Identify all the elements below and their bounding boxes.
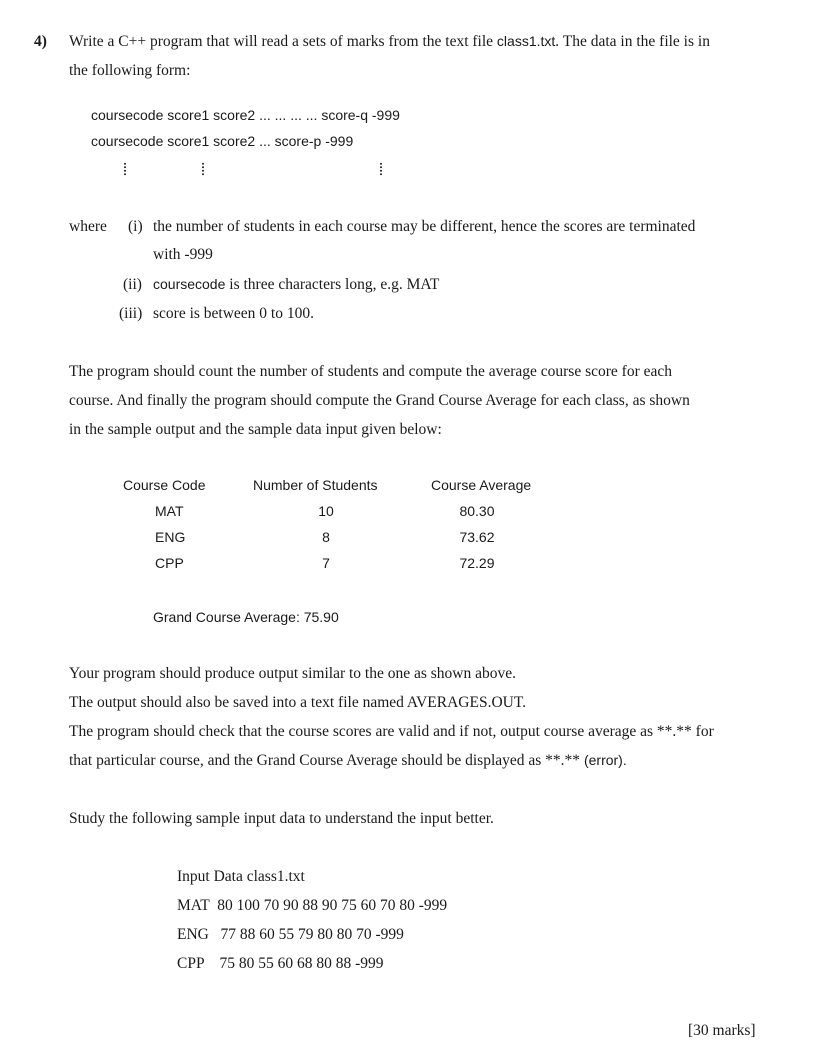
vertical-ellipsis-icon xyxy=(202,162,204,176)
input-data-line: ENG 77 88 60 55 79 80 80 70 -999 xyxy=(177,926,404,943)
requirement-line-4-text: that particular course, and the Grand Course Average should be displayed as **.** xyxy=(69,752,581,769)
study-instruction: Study the following sample input data to understand the input better. xyxy=(69,810,494,827)
intro-filename: class1.txt xyxy=(496,33,556,49)
grand-course-average: Grand Course Average: 75.90 xyxy=(153,609,339,625)
condition-2-label: (ii) xyxy=(123,276,142,293)
question-intro-line1 xyxy=(69,33,710,51)
condition-3-label: (iii) xyxy=(119,305,143,322)
format-line-1: coursecode score1 score2 ... ... ... ... score-q -999 xyxy=(91,107,400,123)
table-header-course-code: Course Code xyxy=(123,477,206,493)
table-row-code: MAT xyxy=(155,503,184,519)
condition-1-label: (i) xyxy=(128,218,143,235)
intro-text-end: . The data in the file is in xyxy=(555,33,710,50)
table-row-average: 72.29 xyxy=(459,555,495,571)
input-data-line: CPP 75 80 55 60 68 80 88 -999 xyxy=(177,955,384,972)
condition-2-text xyxy=(153,276,439,294)
question-intro-line2: the following form: xyxy=(69,62,191,79)
marks-label: [30 marks] xyxy=(688,1022,756,1039)
coursecode-term: coursecode xyxy=(153,276,226,292)
condition-1-text: the number of students in each course may be different, hence the scores are terminated xyxy=(153,218,696,235)
table-row-average: 73.62 xyxy=(459,529,495,545)
table-row-average: 80.30 xyxy=(459,503,495,519)
requirement-line-4 xyxy=(69,752,627,770)
table-row-code: CPP xyxy=(155,555,184,571)
input-data-line: MAT 80 100 70 90 88 90 75 60 70 80 -999 xyxy=(177,897,448,914)
format-line-2: coursecode score1 score2 ... score-p -999 xyxy=(91,133,354,149)
requirement-line-1: Your program should produce output similar to the one as shown above. xyxy=(69,665,517,682)
condition-1-continuation: with -999 xyxy=(153,246,213,263)
table-header-number-of-students: Number of Students xyxy=(253,477,378,493)
requirement-line-3: The program should check that the course scores are valid and if not, output course average as **.** for xyxy=(69,723,714,740)
requirement-line-2: The output should also be saved into a text file named AVERAGES.OUT. xyxy=(69,694,527,711)
table-row-students: 10 xyxy=(318,503,334,519)
vertical-ellipsis-icon xyxy=(124,162,126,176)
condition-2-rest: is three characters long, e.g. MAT xyxy=(225,276,440,293)
intro-text: Write a C++ program that will read a sets of marks from the text file xyxy=(69,33,494,50)
description-line-1: The program should count the number of students and compute the average course score for each xyxy=(69,363,672,380)
condition-3-text: score is between 0 to 100. xyxy=(153,305,314,322)
question-number: 4) xyxy=(34,33,47,50)
requirement-error-note: (error). xyxy=(580,752,627,768)
description-line-3: in the sample output and the sample data input given below: xyxy=(69,421,442,438)
table-row-code: ENG xyxy=(155,529,186,545)
table-row-students: 8 xyxy=(322,529,330,545)
table-row-students: 7 xyxy=(322,555,330,571)
input-data-title: Input Data class1.txt xyxy=(177,868,305,885)
description-line-2: course. And finally the program should compute the Grand Course Average for each class, as shown xyxy=(69,392,690,409)
where-label: where xyxy=(69,218,107,235)
vertical-ellipsis-icon xyxy=(380,162,382,176)
table-header-course-average: Course Average xyxy=(431,477,532,493)
